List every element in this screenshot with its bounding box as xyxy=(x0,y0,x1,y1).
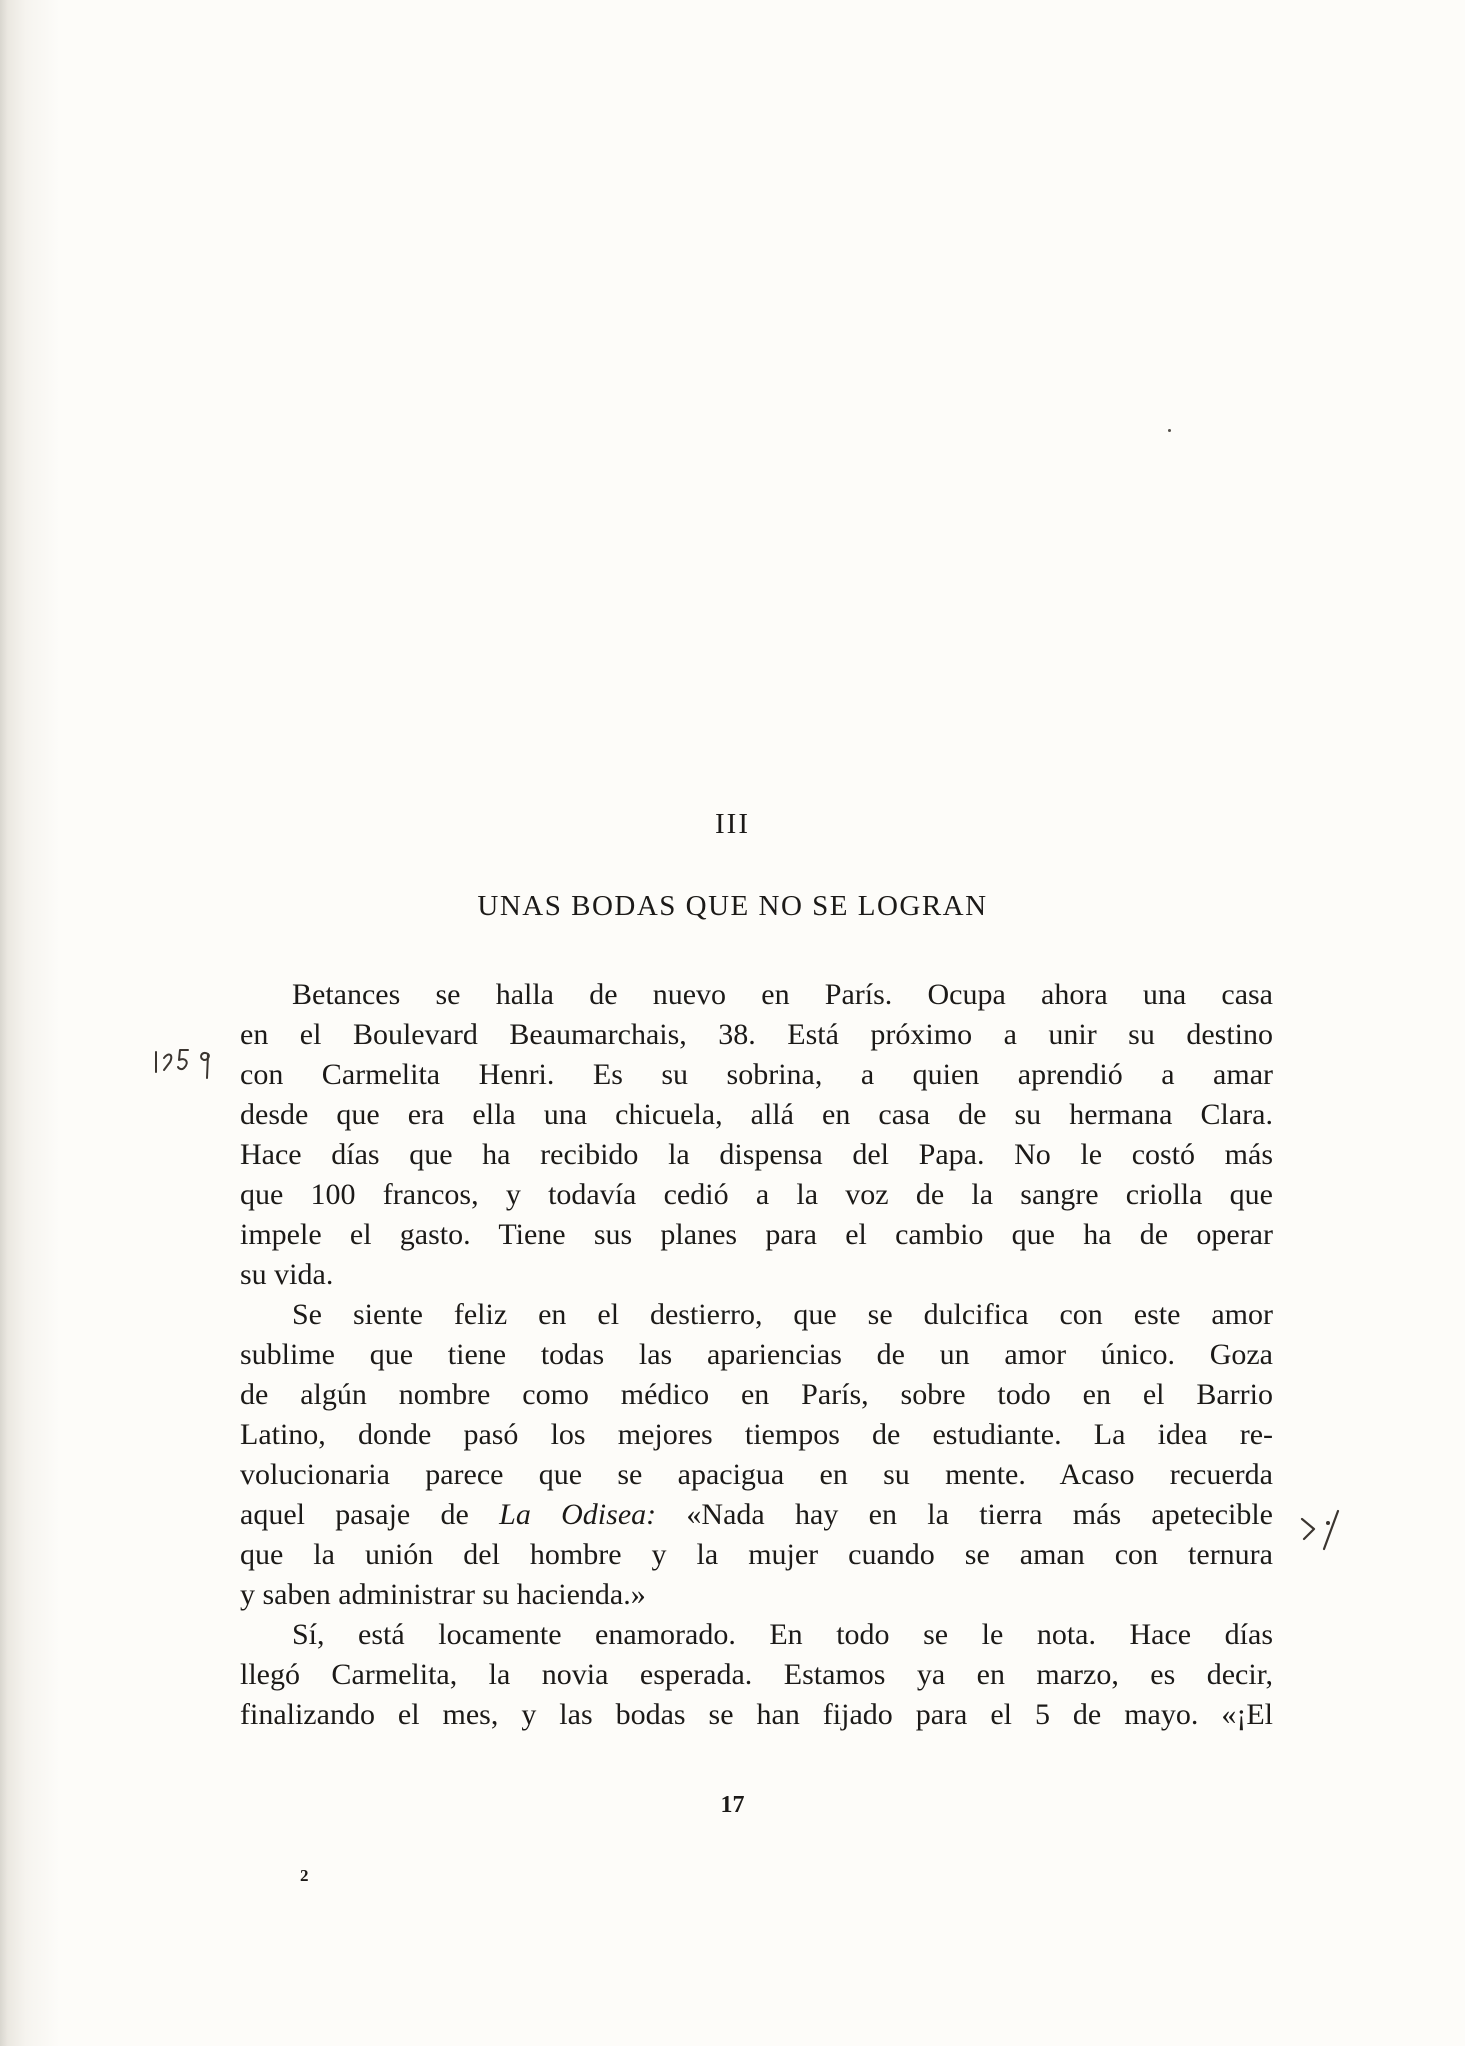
paragraph-2 xyxy=(240,1295,1273,1615)
paragraph-3 xyxy=(240,1615,1273,1735)
text-line: Betances se halla de nuevo en París. Ocupa ahora una casa xyxy=(292,978,1273,1011)
text-line: con Carmelita Henri. Es su sobrina, a quien aprendió a amar xyxy=(240,1058,1273,1091)
chapter-number: III xyxy=(715,808,750,840)
ink-speck xyxy=(1168,429,1171,432)
signature-mark: 2 xyxy=(300,1866,309,1885)
text-line: Latino, donde pasó los mejores tiempos de estudiante. La idea re- xyxy=(240,1418,1273,1451)
text-line: que la unión del hombre y la mujer cuando se aman con ternura xyxy=(240,1538,1273,1571)
text-line: sublime que tiene todas las apariencias de un amor único. Goza xyxy=(240,1338,1273,1371)
text-line: de algún nombre como médico en París, sobre todo en el Barrio xyxy=(240,1378,1273,1411)
text-line: en el Boulevard Beaumarchais, 38. Está próximo a unir su destino xyxy=(240,1018,1273,1051)
chapter-title: UNAS BODAS QUE NO SE LOGRAN xyxy=(477,890,988,922)
page-number: 17 xyxy=(720,1792,745,1818)
handwritten-year-annotation-icon xyxy=(150,1038,220,1088)
text-line: Sí, está locamente enamorado. En todo se le nota. Hace días xyxy=(292,1618,1273,1651)
text-line: su vida. xyxy=(240,1258,334,1291)
book-title-italic: La Odisea: xyxy=(499,1498,657,1531)
body-text xyxy=(240,975,1273,1735)
text-line: Hace días que ha recibido la dispensa del Papa. No le costó más xyxy=(240,1138,1273,1171)
text-line: finalizando el mes, y las bodas se han fijado para el 5 de mayo. «¡El xyxy=(240,1698,1273,1731)
text-line: llegó Carmelita, la novia esperada. Estamos ya en marzo, es decir, xyxy=(240,1658,1273,1691)
text-line: impele el gasto. Tiene sus planes para el cambio que ha de operar xyxy=(240,1218,1273,1251)
text-line: Se siente feliz en el destierro, que se dulcifica con este amor xyxy=(292,1298,1273,1331)
text-line: volucionaria parece que se apacigua en su mente. Acaso recuerda xyxy=(240,1458,1273,1491)
paragraph-1 xyxy=(240,975,1273,1295)
text-line: desde que era ella una chicuela, allá en casa de su hermana Clara. xyxy=(240,1098,1273,1131)
handwritten-check-mark-icon xyxy=(1298,1505,1348,1565)
text-line: y saben administrar su hacienda.» xyxy=(240,1578,646,1611)
text-line-with-italic: aquel pasaje de La Odisea: «Nada hay en la tierra más apetecible xyxy=(240,1498,1273,1531)
text-line: que 100 francos, y todavía cedió a la voz de la sangre criolla que xyxy=(240,1178,1273,1211)
